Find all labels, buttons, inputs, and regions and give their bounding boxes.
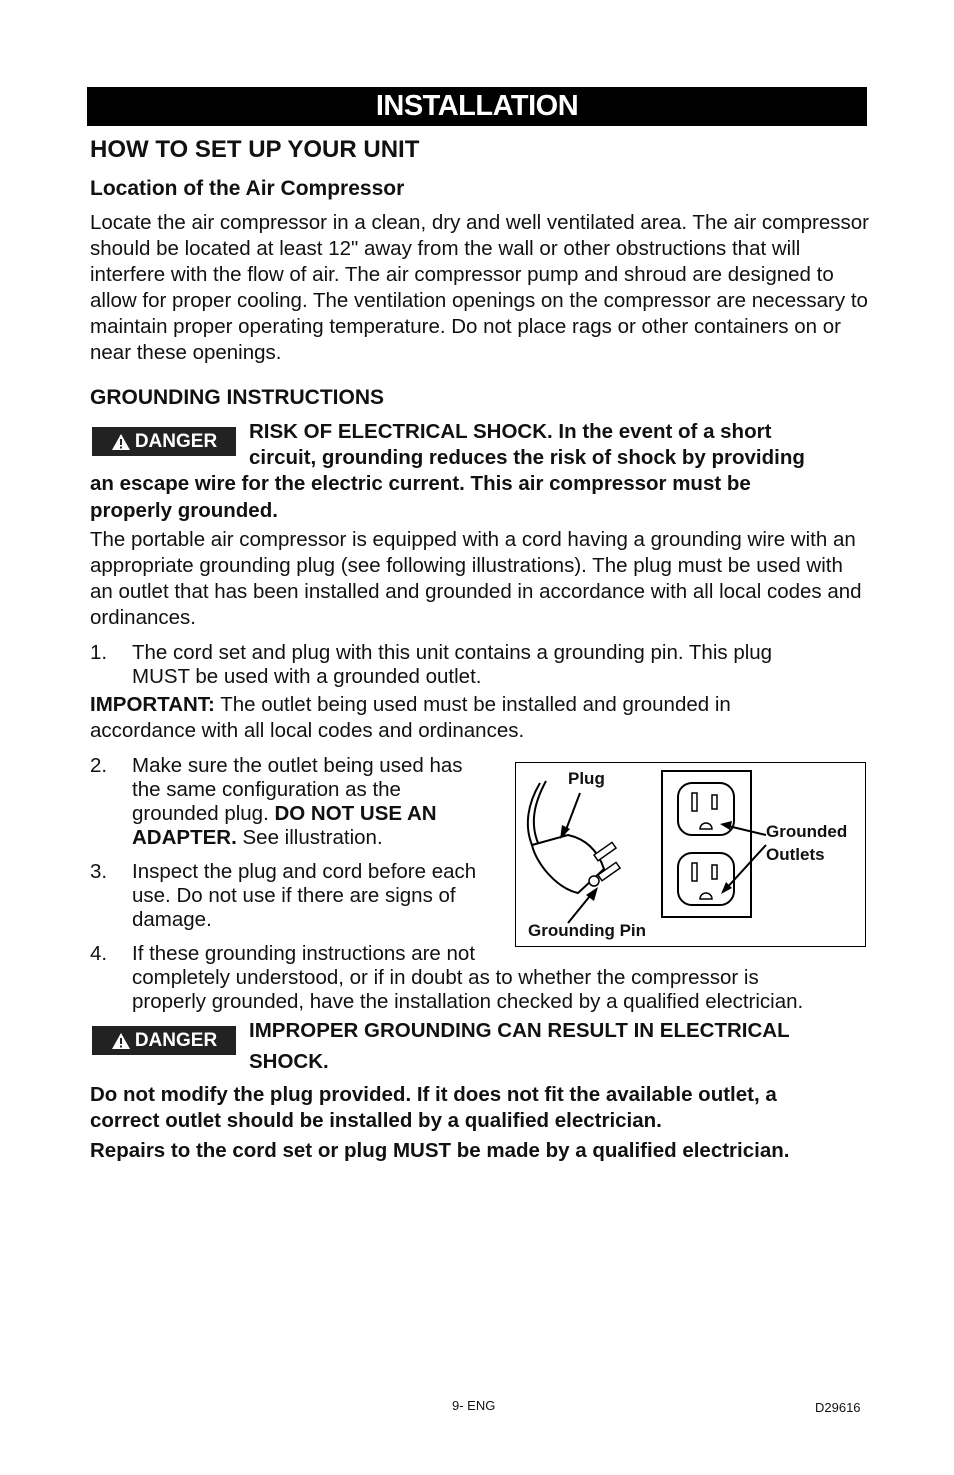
plug-outlet-illustration [515,762,866,947]
label-grounding-pin: Grounding Pin [528,921,647,940]
label-outlets: Outlets [766,845,825,864]
danger-label: DANGER [134,431,218,452]
danger1-line1: RISK OF ELECTRICAL SHOCK. In the event of a short [249,420,772,443]
important-note: IMPORTANT: The outlet being used must be installed and grounded in [90,693,731,716]
list-item-3: 3. Inspect the plug and cord before each use. Do not use if there are signs of damage. [90,860,477,931]
danger-badge-2 [92,1026,236,1055]
danger-label-2: DANGER [134,1030,218,1051]
danger1-line3: an escape wire for the electric current. This air compressor must be [90,472,751,495]
warning-triangle-icon [111,433,131,451]
portable-paragraph: The portable air compressor is equipped with a cord having a grounding wire with an appropriate grounding plug (see following illustrations). The plug must be used with an outlet that has been installed and grounded in accordance with all local codes and ordinances. [90,528,862,629]
list-item-1: 1. The cord set and plug with this unit contains a grounding pin. This plug MUST be used with a grounded outlet. [90,641,773,688]
danger1-line4: properly grounded. [90,499,278,522]
list-item-4: 4. If these grounding instructions are not completely understood, or if in doubt as to whether the compressor is properly grounded, have the installation checked by a qualified electrician. [90,942,804,1013]
modify-line2: correct outlet should be installed by a qualified electrician. [90,1109,662,1132]
label-grounded: Grounded [766,822,848,841]
location-paragraph: Locate the air compressor in a clean, dry and well ventilated area. The air compressor should be located at least 12" away from the wall or other obstructions that will interfere with the flow of air. The air compressor pump and shroud are designed to allow for proper cooling. The ventilation openings on the compressor are necessary to maintain proper operating temperature. Do not place rags or other containers on or near these openings. [90,211,870,364]
list-item-2: 2. Make sure the outlet being used has the same configuration as the grounded plug. DO NOT USE AN ADAPTER. See illustration. [90,754,463,849]
danger-badge-1 [92,427,236,456]
heading-setup: HOW TO SET UP YOUR UNIT [90,136,420,163]
label-plug: Plug [568,769,605,788]
repairs-line: Repairs to the cord set or plug MUST be made by a qualified electrician. [90,1139,790,1162]
heading-location: Location of the Air Compressor [90,177,405,200]
footer-page-number: 9- ENG [452,1398,496,1413]
modify-line1: Do not modify the plug provided. If it does not fit the available outlet, a [90,1083,777,1106]
heading-grounding: GROUNDING INSTRUCTIONS [90,386,384,409]
danger1-line2: circuit, grounding reduces the risk of shock by providing [249,446,805,469]
warning-triangle-icon [111,1032,131,1050]
danger2-line1: IMPROPER GROUNDING CAN RESULT IN ELECTRICAL [249,1019,790,1042]
footer-doc-code: D29616 [815,1400,861,1415]
section-banner: INSTALLATION [87,87,867,126]
danger2-line2: SHOCK. [249,1050,329,1073]
important-line2: accordance with all local codes and ordinances. [90,719,525,742]
